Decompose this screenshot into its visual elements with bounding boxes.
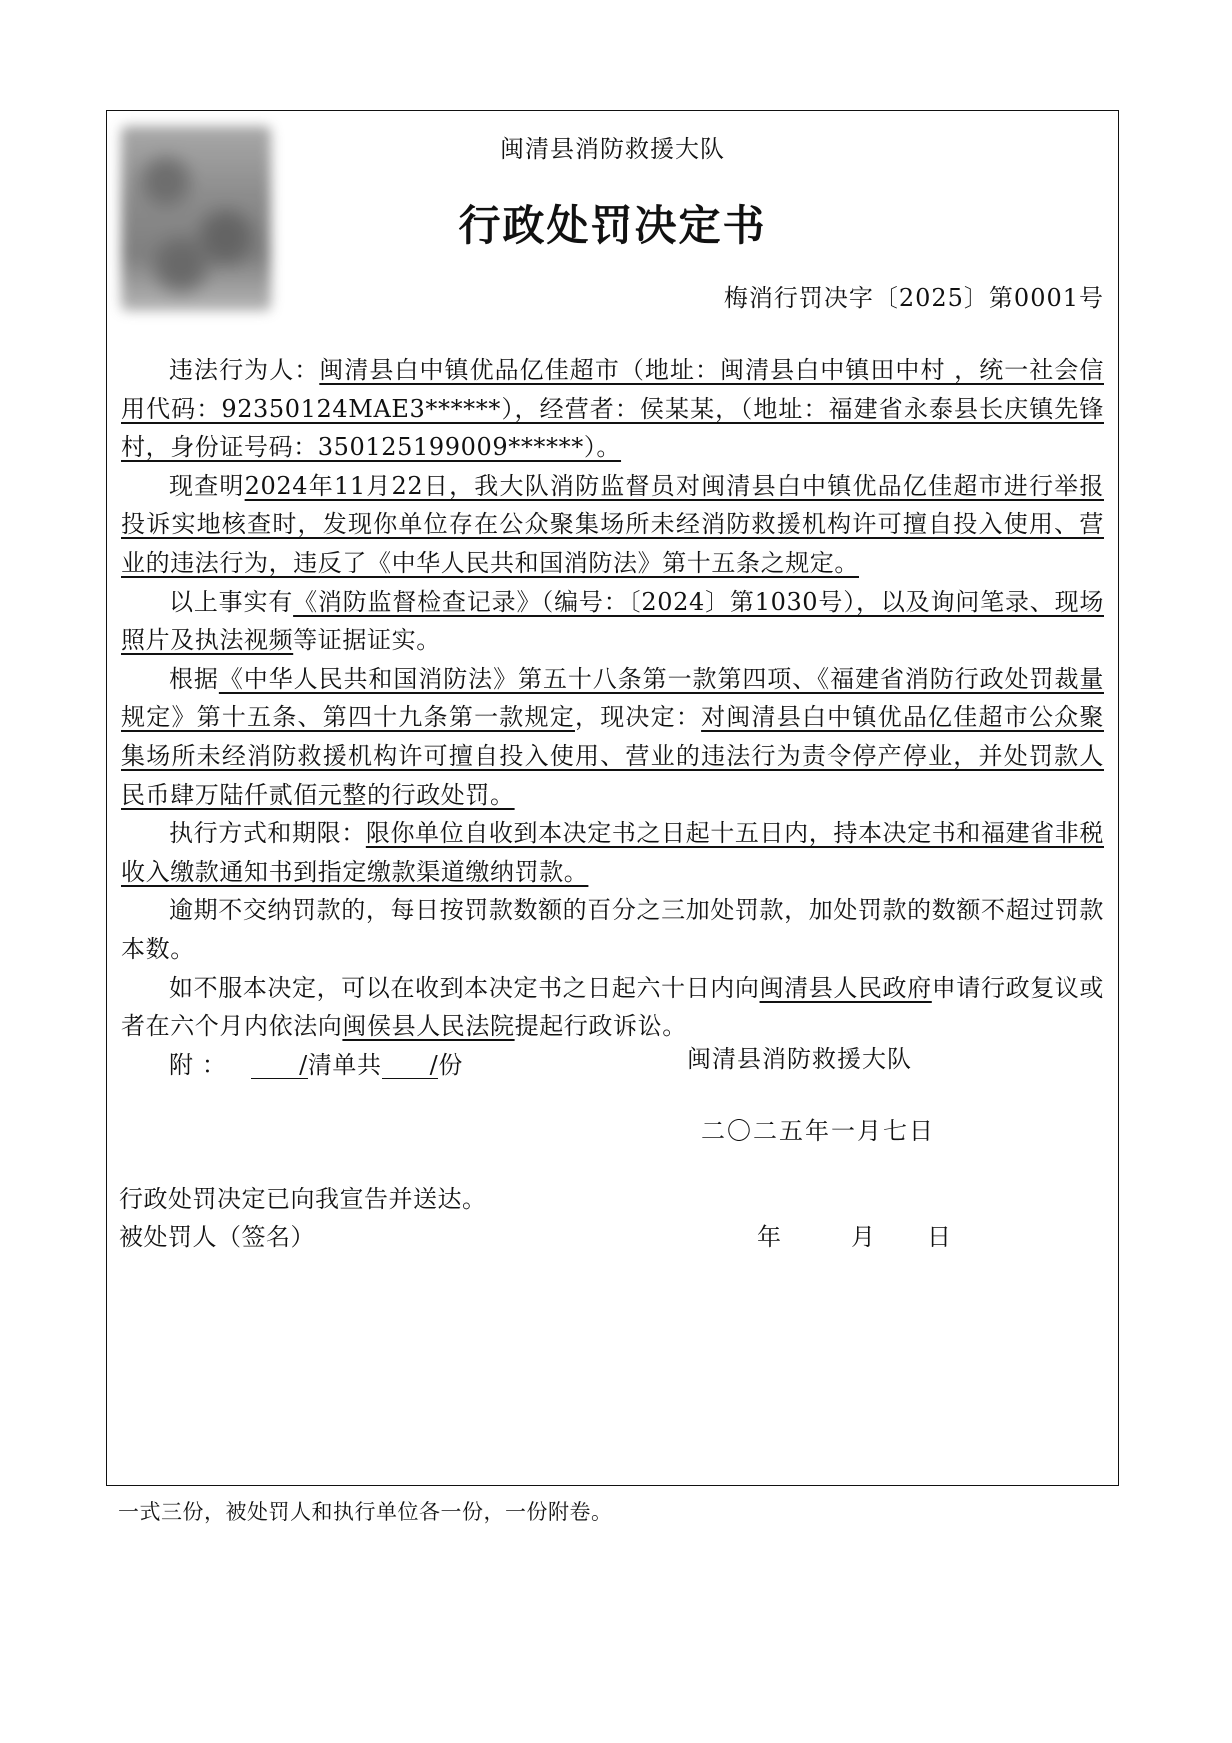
acknowledgement-statement: 行政处罚决定已向我宣告并送达。 [119,1185,487,1213]
attachment-blank-2: / [382,1052,439,1079]
decision-paragraph: 根据《中华人民共和国消防法》第五十八条第一款第四项、《福建省消防行政处罚裁量规定》第十五条、第四十九条第一款规定，现决定：对闽清县白中镇优品亿佳超市公众聚集场所未经消防救援机构许可擅自投入使用、营业的违法行为责令停产停业，并处罚款人民币肆万陆仟贰佰元整的行政处罚。 [121,664,1104,809]
late-payment-paragraph: 逾期不交纳罚款的，每日按罚款数额的百分之三加处罚款，加处罚款的数额不超过罚款本数。 [121,896,1104,963]
appeal-paragraph: 如不服本决定，可以在收到本决定书之日起六十日内向闽清县人民政府申请行政复议或者在六个月内依法向闽侯县人民法院提起行政诉讼。 [121,973,1105,1041]
document-body [121,351,1104,1084]
document-title: 行政处罚决定书 [458,201,767,250]
issuer-signature: 闽清县消防救援大队 [687,1045,912,1073]
execution-paragraph: 执行方式和期限：限你单位自收到本决定书之日起十五日内，持本决定书和福建省非税收入缴款通知书到指定缴款渠道缴纳罚款。 [121,819,1104,886]
evidence-paragraph: 以上事实有《消防监督检查记录》（编号：〔2024〕第1030号），以及询问笔录、现场照片及执法视频等证据证实。 [121,587,1104,655]
sign-month: 月 [851,1223,875,1251]
execution-details: 限你单位自收到本决定书之日起十五日内，持本决定书和福建省非税收入缴款通知书到指定缴款渠道缴纳罚款。 [121,819,1104,886]
attachment-blank-1: / [251,1052,308,1079]
footer-note: 一式三份，被处罚人和执行单位各一份，一份附卷。 [118,1500,613,1524]
party-details: 闽清县白中镇优品亿佳超市（地址：闽清县白中镇田中村 ，统一社会信用代码：92350124MAE3******），经营者：侯某某，（地址：福建省永泰县长庆镇先锋村，身份证号码：350125199009******）。 [121,356,1104,462]
document-number: 梅消行罚决字〔2025〕第0001号 [723,284,1104,312]
facts-details: 2024年11月22日，我大队消防监督员对闽清县白中镇优品亿佳超市进行举报投诉实地核查时，发现你单位存在公众聚集场所未经消防救援机构许可擅自投入使用、营业的违法行为，违反了《中华人民共和国消防法》第十五条之规定。 [121,471,1104,577]
evidence-details: 《消防监督检查记录》（编号：〔2024〕第1030号），以及询问笔录、现场照片及执法视频 [121,587,1104,655]
attachment-line: 附 ： /清单共 /份 [169,1050,463,1079]
appeal-government: 闽清县人民政府 [759,973,932,1002]
document-frame [106,110,1119,1486]
appeal-court: 闽侯县人民法院 [342,1012,515,1041]
sign-day: 日 [927,1223,951,1251]
signature-date-fields [757,1217,951,1252]
penalty-details: 对闽清县白中镇优品亿佳超市公众聚集场所未经消防救援机构许可擅自投入使用、营业的违法行为责令停产停业，并处罚款人民币肆万陆仟贰佰元整的行政处罚。 [121,703,1104,809]
signer-label: 被处罚人（签名） [119,1223,315,1251]
issuing-org-header: 闽清县消防救援大队 [500,135,725,163]
party-paragraph: 违法行为人：闽清县白中镇优品亿佳超市（地址：闽清县白中镇田中村 ，统一社会信用代码：92350124MAE3******），经营者：侯某某，（地址：福建省永泰县长庆镇先锋村，身份证号码：350125199009******）。 [121,356,1104,462]
legal-basis: 《中华人民共和国消防法》第五十八条第一款第四项、《福建省消防行政处罚裁量规定》第十五条、第四十九条第一款规定 [121,664,1104,732]
sign-year: 年 [757,1223,781,1251]
facts-paragraph: 现查明2024年11月22日，我大队消防监督员对闽清县白中镇优品亿佳超市进行举报投诉实地核查时，发现你单位存在公众聚集场所未经消防救援机构许可擅自投入使用、营业的违法行为，违反了《中华人民共和国消防法》第十五条之规定。 [121,471,1104,577]
issue-date: 二〇二五年一月七日 [701,1117,935,1145]
